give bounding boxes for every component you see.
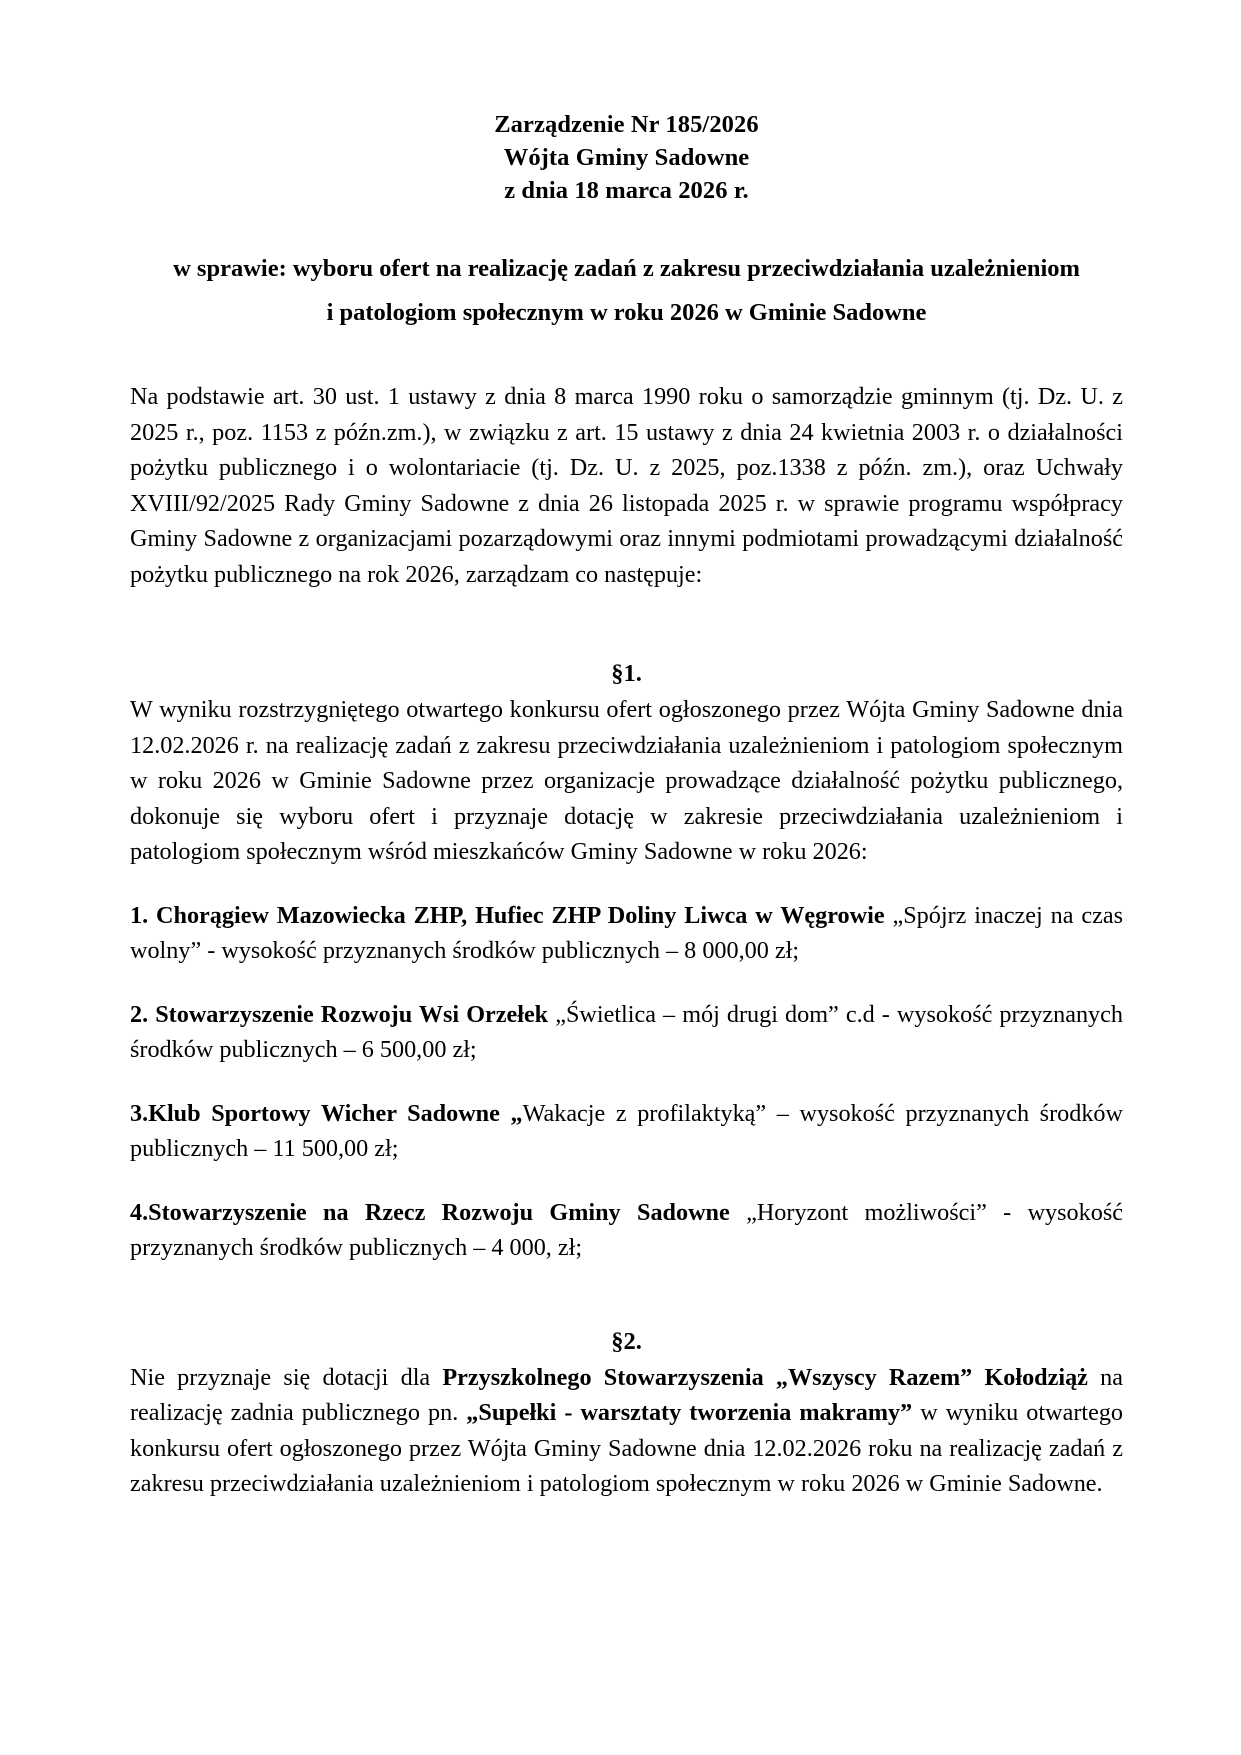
grant-item-4 [130, 1195, 1123, 1266]
grant-1-organization: Chorągiew Mazowiecka ZHP, Hufiec ZHP Doliny Liwca w Węgrowie [156, 901, 885, 929]
grant-1-tail: - wysokość przyznanych środków publicznych – 8 000,00 zł; [201, 937, 800, 964]
title-line-3: z dnia 18 marca 2026 r. [504, 177, 749, 204]
section-1-mark: §1. [611, 660, 642, 687]
grant-2-organization: Stowarzyszenie Rozwoju Wsi Orzełek [155, 1000, 549, 1028]
section-2-text-part-3: w wyniku otwartego konkursu ofert ogłoszonego przez Wójta Gminy Sadowne dnia 12.02.2026 roku na realizację zadań z zakresu przeciwdziałania uzależnieniom i patologiom społecznym w roku 2026 w Gminie Sadowne. [130, 1399, 1124, 1497]
grant-4-task: Horyzont możliwości” [756, 1198, 987, 1226]
rejected-task-title: „Supełki - warsztaty tworzenia makramy” [466, 1399, 913, 1426]
section-2-paragraph [130, 1360, 1123, 1502]
section-1-intro: W wyniku rozstrzygniętego otwartego konkursu ofert ogłoszonego przez Wójta Gminy Sadowne dnia 12.02.2026 r. na realizację zadań z zakresu przeciwdziałania uzależnieniom i patologiom społecznym w roku 2026 w Gminie Sadowne przez organizacje prowadzące działalność pożytku publicznego, dokonuje się wyboru ofert i przyznaje dotację w zakresie przeciwdziałania uzależnieniom i patologiom społecznym wśród mieszkańców Gminy Sadowne w roku 2026: [130, 696, 1123, 865]
grant-4-number: 4. [130, 1198, 149, 1226]
section-2-text-part-2: na realizację zadnia publicznego pn. [130, 1363, 1123, 1426]
title-line-2: Wójta Gminy Sadowne [503, 144, 750, 171]
grant-2-tail: c.d - wysokość przyznanych środków publicznych – 6 500,00 zł; [130, 1000, 1123, 1063]
grant-4-quote-open: „ [729, 1198, 757, 1226]
page-title [130, 108, 1123, 207]
grant-2-task: Świetlica – mój drugi dom” [565, 1000, 839, 1028]
grant-4-organization: Stowarzyszenie na Rzecz Rozwoju Gminy Sadowne [148, 1198, 730, 1226]
document-subject [130, 247, 1123, 335]
grant-1-task: Spójrz inaczej na czas wolny” [130, 901, 1123, 964]
grant-2-number: 2. [130, 1000, 156, 1028]
subject-line-1: w sprawie: wyboru ofert na realizację zadań z zakresu przeciwdziałania uzależnieniom [173, 255, 1080, 282]
rejected-organization: Przyszkolnego Stowarzyszenia „Wszyscy Razem” Kołodziąż [442, 1363, 1088, 1391]
subject-line-2: i patologiom społecznym w roku 2026 w Gminie Sadowne [326, 299, 927, 326]
grant-item-2 [130, 997, 1123, 1068]
grant-1-quote-open: „ [884, 901, 904, 929]
grant-3-organization: Klub Sportowy Wicher Sadowne [148, 1099, 500, 1127]
grant-2-quote-open: „ [548, 1000, 566, 1028]
grant-3-number: 3. [130, 1099, 149, 1127]
grant-3-tail: – wysokość przyznanych środków publicznych – 11 500,00 zł; [130, 1099, 1123, 1162]
grant-4-tail: - wysokość przyznanych środków publicznych – 4 000, zł; [130, 1198, 1123, 1261]
grant-3-quote-open: „ [499, 1099, 523, 1127]
title-line-1: Zarządzenie Nr 185/2026 [494, 111, 759, 138]
section-2-mark: §2. [611, 1327, 642, 1355]
grant-1-number: 1. [130, 901, 157, 929]
grant-item-1 [130, 898, 1123, 969]
grant-item-3 [130, 1096, 1123, 1167]
section-2-text-part-1: Nie przyznaje się dotacji dla [130, 1363, 443, 1391]
preamble-paragraph: Na podstawie art. 30 ust. 1 ustawy z dnia 8 marca 1990 roku o samorządzie gminnym (tj. Dz. U. z 2025 r., poz. 1153 z późn.zm.), w związku z art. 15 ustawy z dnia 24 kwietnia 2003 r. o działalności pożytku publicznego i o wolontariacie (tj. Dz. U. z 2025, poz.1338 z późn. zm.), oraz Uchwały XVIII/92/2025 Rady Gminy Sadowne z dnia 26 listopada 2025 r. w sprawie programu współpracy Gminy Sadowne z organizacjami pozarządowymi oraz innymi podmiotami prowadzącymi działalność pożytku publicznego na rok 2026, zarządzam co następuje: [130, 383, 1123, 588]
grant-3-task: Wakacje z profilaktyką” [522, 1099, 767, 1127]
